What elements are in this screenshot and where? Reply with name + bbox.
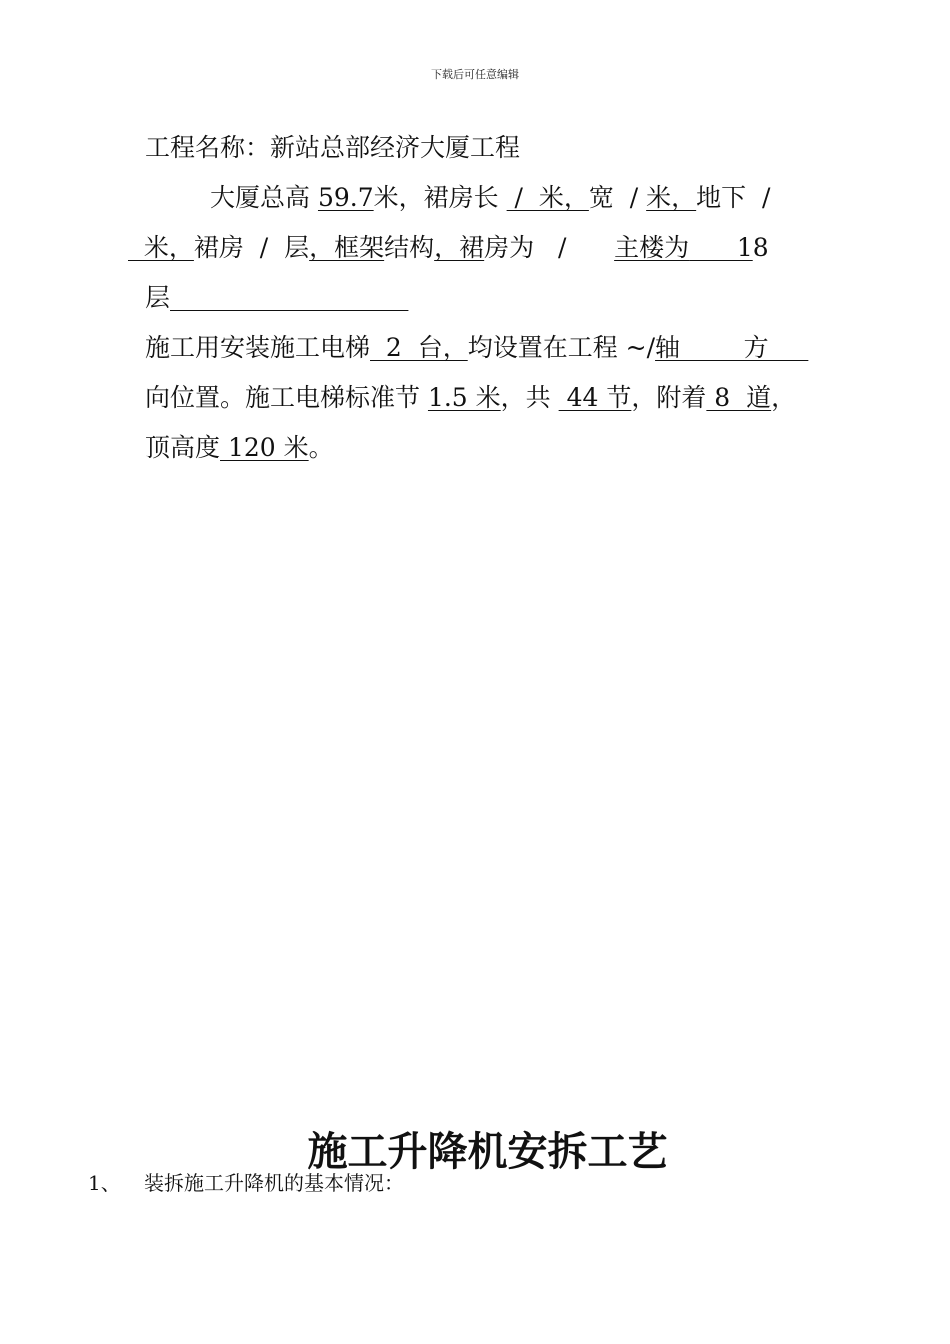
elevator-count: 2 台， bbox=[370, 333, 468, 362]
building-line-2 bbox=[128, 231, 769, 265]
project-label: 工程名称： bbox=[145, 133, 271, 162]
section-1-heading bbox=[88, 1168, 404, 1198]
building-line-3 bbox=[145, 281, 408, 315]
standard-section: 1.5 米 bbox=[427, 383, 501, 412]
podium-length: / 米， bbox=[506, 183, 589, 212]
section-number: 1、 bbox=[88, 1171, 121, 1195]
text: 大厦总高 bbox=[210, 183, 311, 212]
text: 宽 / bbox=[588, 183, 647, 212]
section-text: 装拆施工升降机的基本情况： bbox=[144, 1171, 404, 1195]
text: 。 bbox=[308, 433, 334, 462]
section-count: 44 节 bbox=[558, 383, 632, 412]
building-height: 59.7 bbox=[317, 183, 374, 212]
text: ，共 bbox=[500, 383, 559, 412]
text: 8 bbox=[752, 233, 769, 262]
project-line bbox=[145, 131, 520, 165]
text: 主楼为 bbox=[614, 233, 690, 262]
text: 裙房 / 层 bbox=[193, 233, 310, 262]
text: 地下 / bbox=[696, 183, 779, 212]
elevator-axis: 轴 方 bbox=[655, 333, 809, 362]
text: 层 bbox=[145, 283, 171, 312]
text: 顶高度 bbox=[145, 433, 221, 462]
text: 米， bbox=[128, 233, 194, 262]
attachment-count: 8 道 bbox=[706, 383, 772, 412]
text: 结构 bbox=[384, 233, 435, 262]
text bbox=[170, 283, 408, 312]
building-line-1 bbox=[210, 181, 778, 215]
project-name: 新站总部经济大厦工程 bbox=[270, 133, 521, 162]
text: 房为 / bbox=[484, 233, 615, 262]
elevator-line-2 bbox=[145, 381, 796, 415]
text: ， bbox=[771, 383, 797, 412]
text: 向位置。施工电梯标准节 bbox=[145, 383, 428, 412]
text: 米，裙房长 bbox=[373, 183, 499, 212]
header-note: 下载后可任意编辑 bbox=[431, 68, 519, 81]
text: 均设置在工程 ~/ bbox=[467, 333, 656, 362]
top-height: 120 米 bbox=[220, 433, 309, 462]
text: 施工用安装施工电梯 bbox=[145, 333, 371, 362]
text: 1 bbox=[689, 233, 753, 262]
page-title: 施工升降机安拆工艺 bbox=[307, 1129, 668, 1175]
elevator-line-3 bbox=[145, 431, 334, 465]
building-width: 米， bbox=[646, 183, 697, 212]
elevator-line-1 bbox=[145, 331, 808, 365]
text: ，附着 bbox=[631, 383, 707, 412]
text: ，框架 bbox=[309, 233, 385, 262]
text: ，裙 bbox=[434, 233, 485, 262]
